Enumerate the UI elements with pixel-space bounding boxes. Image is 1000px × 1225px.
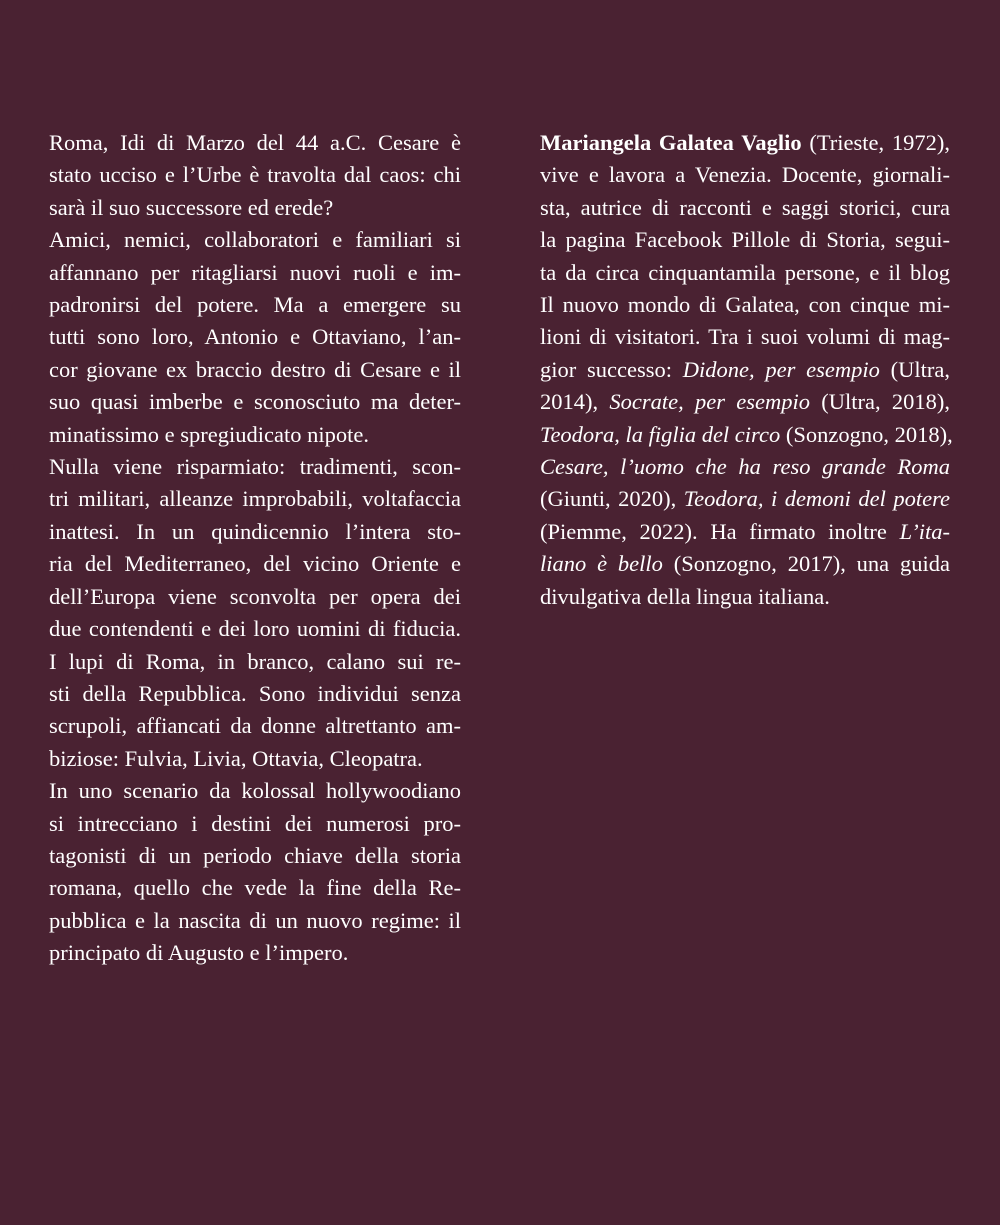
bio-text: gior successo: xyxy=(540,356,683,382)
bio-line xyxy=(540,386,950,418)
synopsis-line: padronirsi del potere. Ma a emergere su xyxy=(49,292,461,318)
synopsis-line: sarà il suo successore ed erede? xyxy=(49,194,334,220)
bio-line xyxy=(540,516,950,548)
synopsis-line: tagonisti di un periodo chiave della storia xyxy=(49,842,461,868)
synopsis-line: dell’Europa viene sconvolta per opera dei xyxy=(49,583,461,609)
bio-line xyxy=(540,127,950,159)
synopsis-line: biziose: Fulvia, Livia, Ottavia, Cleopatra. xyxy=(49,745,423,771)
book-title: L’ita- xyxy=(899,518,950,544)
bio-line: Il nuovo mondo di Galatea, con cinque mi- xyxy=(540,292,950,318)
bio-text: (Ultra, 2018), xyxy=(810,389,950,415)
bio-text: (Giunti, 2020), xyxy=(540,486,684,512)
synopsis-line: romana, quello che vede la fine della Re- xyxy=(49,875,461,901)
synopsis-line: Amici, nemici, collaboratori e familiari si xyxy=(49,227,461,253)
synopsis-line: stato ucciso e l’Urbe è travolta dal caos: chi xyxy=(49,162,461,188)
synopsis-text xyxy=(49,127,461,970)
synopsis-line: cor giovane ex braccio destro di Cesare e il xyxy=(49,356,461,382)
bio-text: (Sonzogno, 2017), una guida xyxy=(662,551,950,577)
author-bio xyxy=(540,127,953,613)
book-title: Teodora, la figlia del circo xyxy=(540,421,781,447)
synopsis-line: I lupi di Roma, in branco, calano sui re- xyxy=(49,648,461,674)
bio-line: divulgativa della lingua italiana. xyxy=(540,583,830,609)
bio-line: ta da circa cinquantamila persone, e il blog xyxy=(540,259,950,285)
bio-line: vive e lavora a Venezia. Docente, giornali- xyxy=(540,162,950,188)
bio-text: (Ultra, xyxy=(879,356,950,382)
author-name: Mariangela Galatea Vaglio xyxy=(540,130,802,155)
synopsis-line: Roma, Idi di Marzo del 44 a.C. Cesare è xyxy=(49,130,461,155)
synopsis-line: minatissimo e spregiudicato nipote. xyxy=(49,421,369,447)
bio-text: (Trieste, 1972), xyxy=(801,130,950,155)
bio-line xyxy=(540,451,950,483)
synopsis-line: affannano per ritagliarsi nuovi ruoli e im- xyxy=(49,259,461,285)
bio-line: sta, autrice di racconti e saggi storici, cura xyxy=(540,194,950,220)
bio-text: 2014), xyxy=(540,389,610,415)
synopsis-line: scrupoli, affiancati da donne altrettanto am- xyxy=(49,713,461,739)
synopsis-line: ria del Mediterraneo, del vicino Oriente e xyxy=(49,551,461,577)
bio-line xyxy=(540,419,953,451)
bio-line xyxy=(540,548,950,580)
synopsis-line: In uno scenario da kolossal hollywoodiano xyxy=(49,778,461,804)
synopsis-line: inattesi. In un quindicennio l’intera sto- xyxy=(49,518,461,544)
book-title: Didone, per esempio xyxy=(682,356,880,382)
bio-line: la pagina Facebook Pillole di Storia, segui- xyxy=(540,227,950,253)
synopsis-line: principato di Augusto e l’impero. xyxy=(49,940,349,966)
synopsis-line: tri militari, alleanze improbabili, voltafaccia xyxy=(49,486,461,512)
synopsis-line: sti della Repubblica. Sono individui senza xyxy=(49,680,461,706)
book-title: Teodora, i demoni del potere xyxy=(683,486,950,512)
book-title: Cesare, l’uomo che ha reso grande Roma xyxy=(540,454,950,480)
book-title: Socrate, per esempio xyxy=(609,389,810,415)
bio-line xyxy=(540,483,950,515)
bio-text: (Piemme, 2022). Ha firmato inoltre xyxy=(540,518,900,544)
synopsis-line: suo quasi imberbe e sconosciuto ma deter- xyxy=(49,389,461,415)
bio-line xyxy=(540,354,950,386)
synopsis-line: Nulla viene risparmiato: tradimenti, scon- xyxy=(49,454,461,480)
book-title: liano è bello xyxy=(540,551,663,577)
synopsis-line: due contendenti e dei loro uomini di fiducia. xyxy=(49,616,461,642)
synopsis-line: tutti sono loro, Antonio e Ottaviano, l’an- xyxy=(49,324,461,350)
synopsis-line: pubblica e la nascita di un nuovo regime: il xyxy=(49,907,461,933)
synopsis-line: si intrecciano i destini dei numerosi pro- xyxy=(49,810,461,836)
bio-text: (Sonzogno, 2018), xyxy=(780,421,953,447)
bio-line: lioni di visitatori. Tra i suoi volumi di mag- xyxy=(540,324,950,350)
